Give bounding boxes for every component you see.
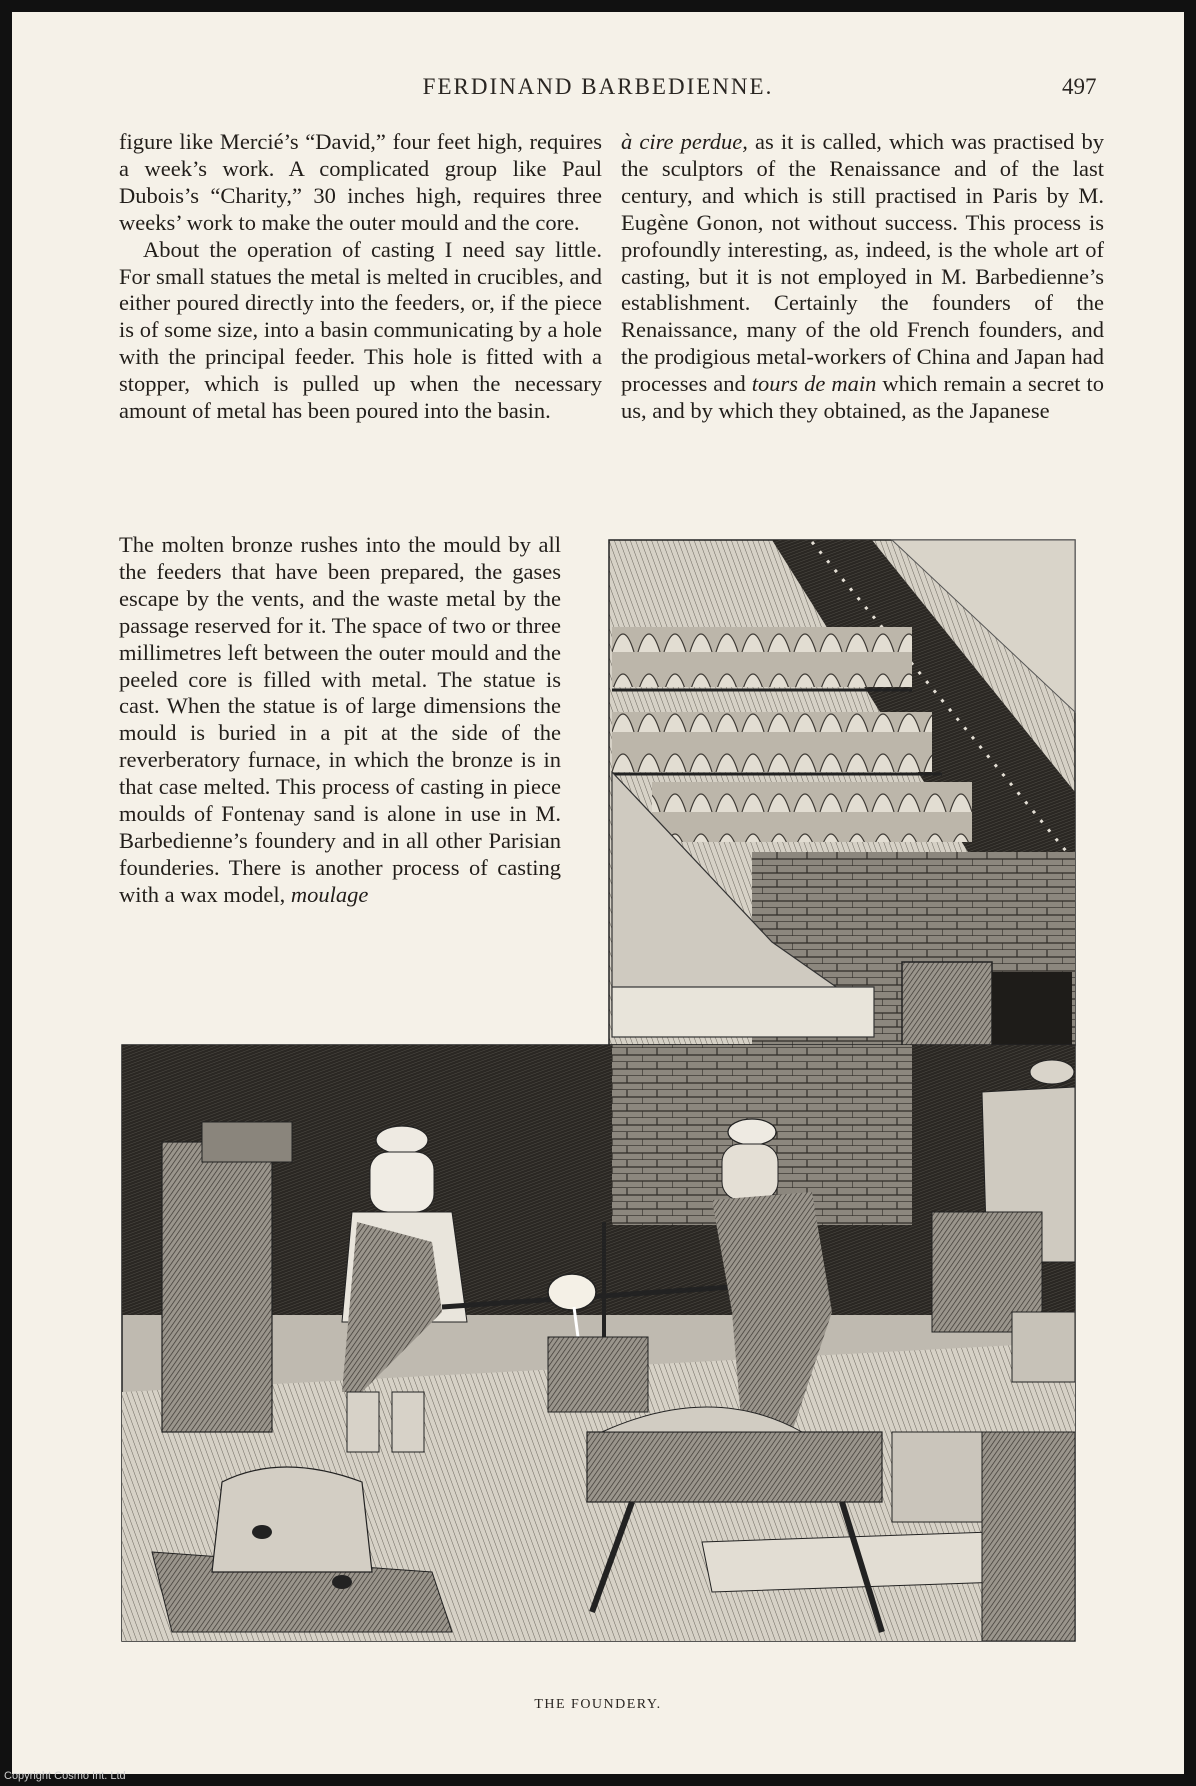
page-number: 497 bbox=[1062, 74, 1097, 99]
italic-term: à cire perdue, bbox=[621, 129, 748, 154]
upper-plate bbox=[609, 540, 1075, 1142]
magazine-page bbox=[12, 12, 1184, 1774]
copyright-watermark: Copyright Cosmo Int. Ltd bbox=[4, 1770, 126, 1782]
figure-caption: THE FOUNDERY. bbox=[534, 1697, 662, 1712]
paragraph-continuation: figure like Mercié’s “David,” four feet high, requires a week’s work. A complicated group like Paul Dubois’s “Charity,” 30 inches high, requires three weeks’ work to make the outer mould and the core. bbox=[119, 129, 602, 235]
left-column-top bbox=[119, 129, 602, 425]
paragraph-casting-continued bbox=[119, 532, 561, 909]
left-column-bottom bbox=[119, 532, 561, 909]
lower-plate bbox=[122, 1045, 1075, 1641]
paragraph-text: The molten bronze rushes into the mould by all the feeders that have been prepared, the gases escape by the vents, and the waste metal by the passage reserved for it. The space of two or three millimetres left between the outer mould and the peeled core is filled with metal. The statue is cast. When the statue is of large dimensions the mould is buried in a pit at the side of the reverberatory furnace, in which the bronze is in that case melted. This process of casting in piece moulds of Fontenay sand is alone in use in M. Barbedienne’s foundery and in all other Parisian founderies. There is another process of casting with a wax model, bbox=[119, 532, 561, 907]
paragraph-text: which remain a secret to us, and by which they obtained, as the Japanese bbox=[621, 371, 1105, 424]
paragraph-wax-process bbox=[621, 129, 1104, 425]
paragraph-casting: About the operation of casting I need say little. For small statues the metal is melted in crucibles, and either poured directly into the feeders, or, if the piece is of some size, into a basin communicating by a hole with the principal feeder. This hole is fitted with a stopper, which is pulled up when the necessary amount of metal has been poured into the basin. bbox=[119, 236, 602, 424]
right-column bbox=[621, 129, 1104, 425]
running-head-title: FERDINAND BARBEDIENNE. bbox=[422, 74, 774, 99]
paragraph-text: as it is called, which was practised by the sculptors of the Renaissance and of the last century, and which is still practised in Paris by M. Eugène Gonon, not without success. This process is profoundly interesting, as, indeed, is the whole art of casting, but it is not employed in M. Barbedienne’s establishment. Certainly the founders of the Renaissance, many of the old French founders, and the prodigious metal-workers of China and Japan had processes and bbox=[621, 129, 1104, 397]
italic-term: moulage bbox=[290, 881, 369, 907]
italic-term: tours de main bbox=[751, 371, 877, 397]
